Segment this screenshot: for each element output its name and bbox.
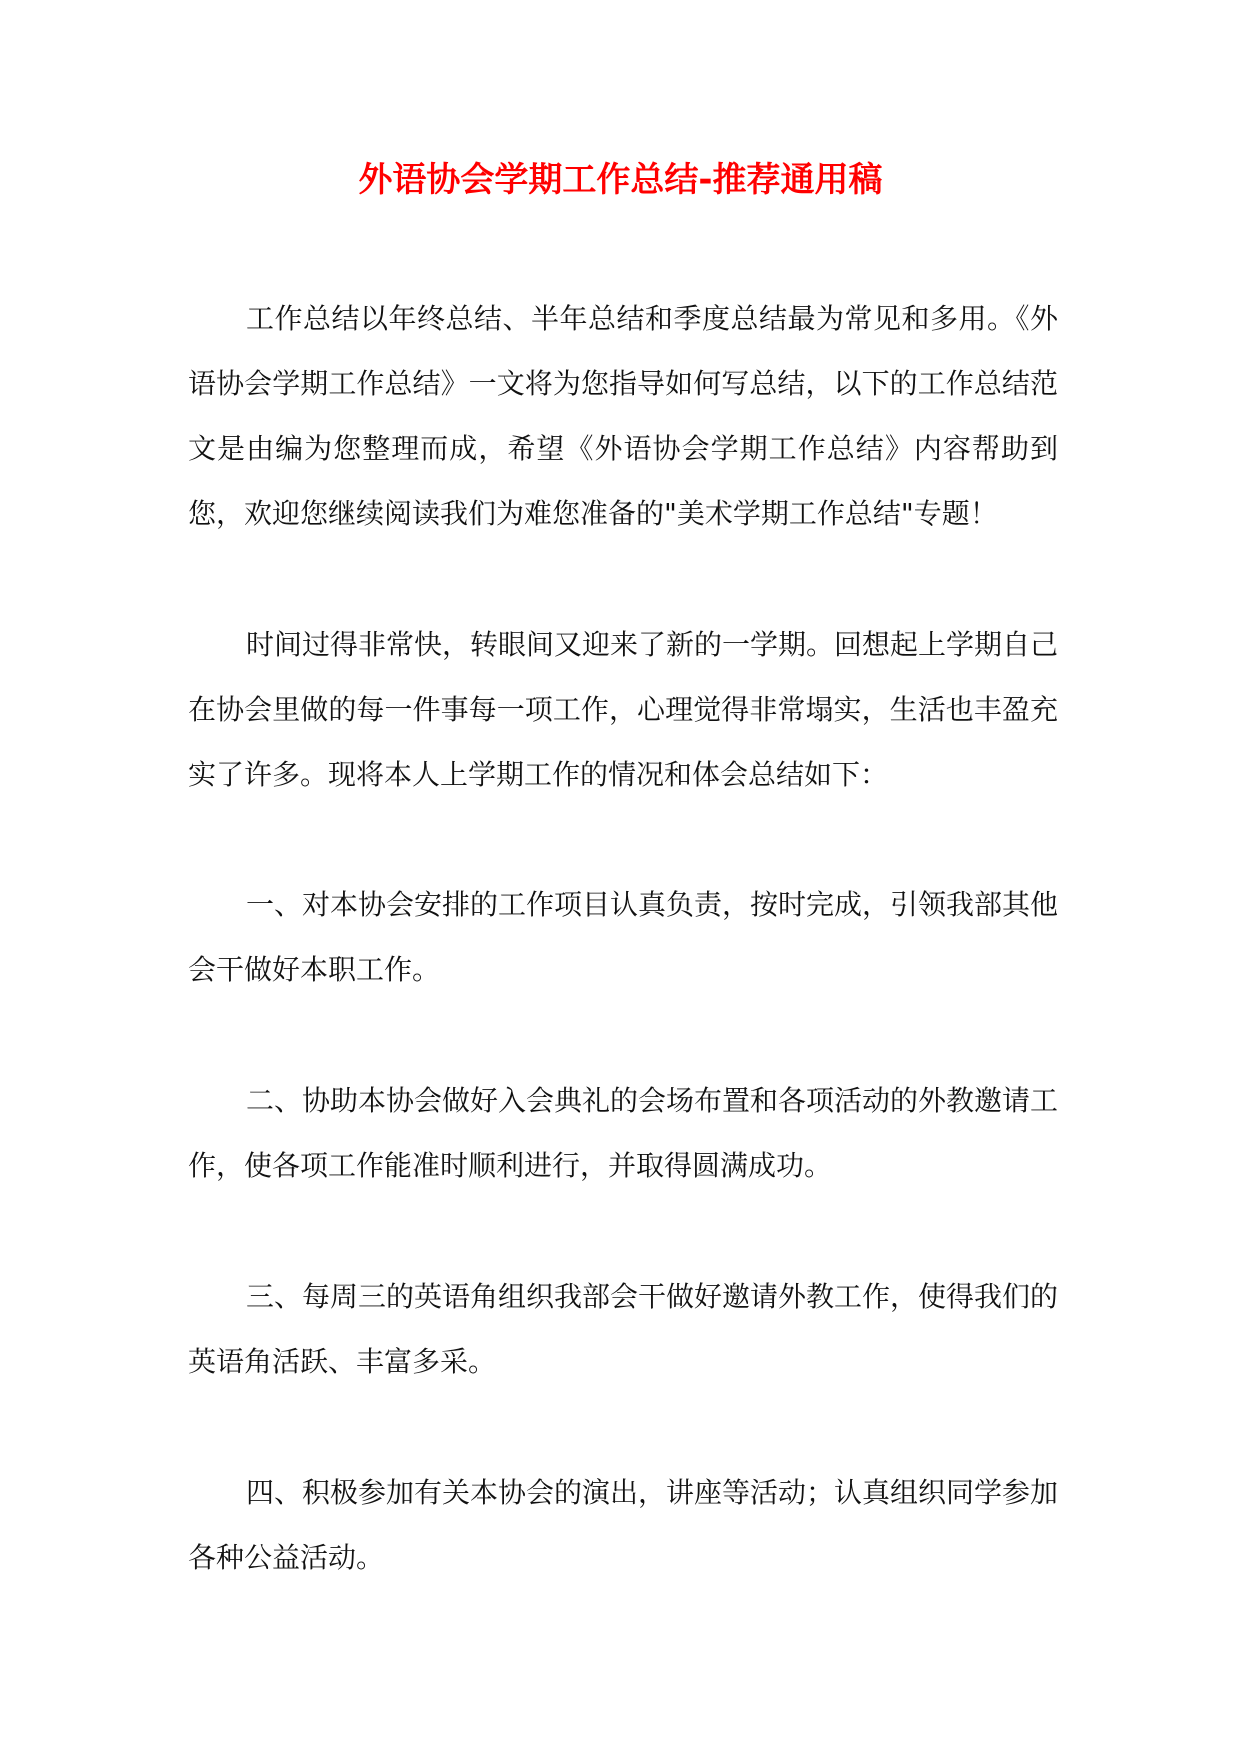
list-item-3: 三、每周三的英语角组织我部会干做好邀请外教工作，使得我们的英语角活跃、丰富多采。 [188, 1280, 1059, 1378]
opening-paragraph: 时间过得非常快，转眼间又迎来了新的一学期。回想起上学期自己在协会里做的每一件事每一项工作，心理觉得非常塌实，生活也丰盈充实了许多。现将本人上学期工作的情况和体会总结如下： [188, 628, 1059, 791]
list-item-2: 二、协助本协会做好入会典礼的会场布置和各项活动的外教邀请工作，使各项工作能准时顺利进行，并取得圆满成功。 [188, 1084, 1059, 1182]
intro-paragraph: 工作总结以年终总结、半年总结和季度总结最为常见和多用。《外语协会学期工作总结》一文将为您指导如何写总结，以下的工作总结范文是由编为您整理而成，希望《外语协会学期工作总结》内容帮助到您，欢迎您继续阅读我们为难您准备的"美术学期工作总结"专题！ [188, 302, 1058, 530]
list-item-4: 四、积极参加有关本协会的演出，讲座等活动；认真组织同学参加各种公益活动。 [188, 1476, 1059, 1574]
document-title: 外语协会学期工作总结-推荐通用稿 [358, 160, 883, 200]
list-item-1: 一、对本协会安排的工作项目认真负责，按时完成，引领我部其他会干做好本职工作。 [188, 888, 1059, 986]
